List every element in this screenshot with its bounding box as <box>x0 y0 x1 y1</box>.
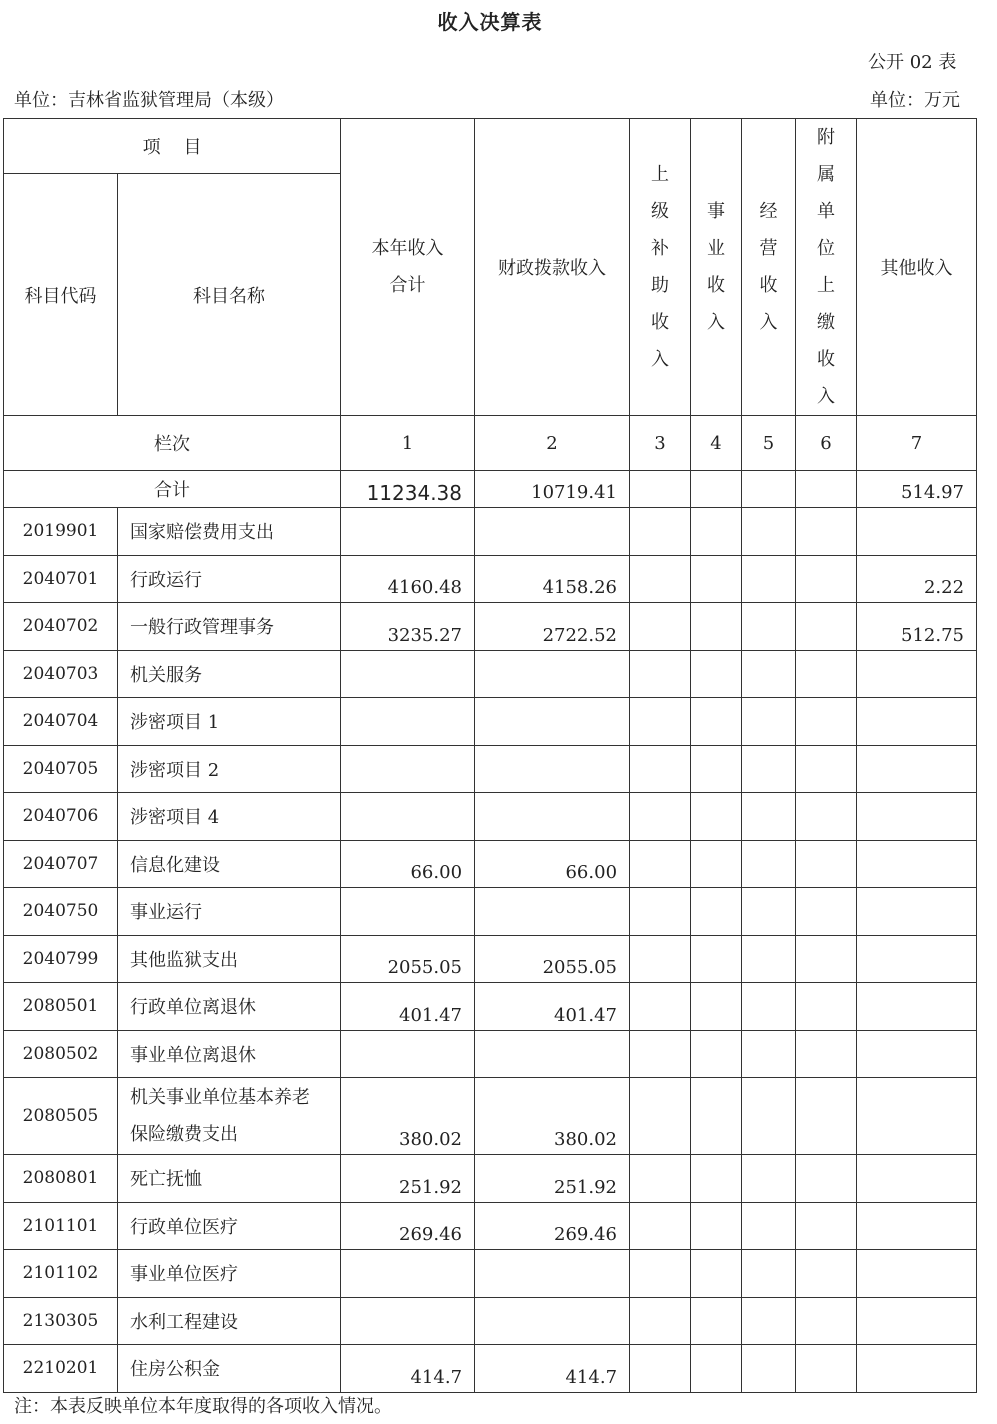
row-superior <box>630 1030 691 1078</box>
row-operating <box>742 508 796 556</box>
row-affiliated <box>796 888 857 936</box>
column-index-label: 栏次 <box>4 416 341 471</box>
table-row <box>4 1297 977 1345</box>
row-superior <box>630 1202 691 1250</box>
row-name: 其他监狱支出 <box>118 935 341 983</box>
income-table <box>3 118 977 1393</box>
row-other: 512.75 <box>857 603 977 651</box>
row-operating <box>742 1155 796 1203</box>
row-total <box>341 1250 475 1298</box>
table-row <box>4 793 977 841</box>
row-business <box>691 888 742 936</box>
column-index: 1 <box>341 416 475 471</box>
row-other <box>857 1297 977 1345</box>
row-fiscal: 251.92 <box>475 1155 630 1203</box>
row-business <box>691 840 742 888</box>
row-total <box>341 888 475 936</box>
column-index: 6 <box>796 416 857 471</box>
row-total <box>341 508 475 556</box>
row-total <box>341 793 475 841</box>
row-fiscal <box>475 650 630 698</box>
header-code: 科目代码 <box>4 174 118 416</box>
row-affiliated <box>796 1250 857 1298</box>
table-row <box>4 840 977 888</box>
row-other <box>857 745 977 793</box>
row-name: 行政单位离退休 <box>118 983 341 1031</box>
row-operating <box>742 745 796 793</box>
row-name: 涉密项目 1 <box>118 698 341 746</box>
row-operating <box>742 840 796 888</box>
table-row <box>4 1202 977 1250</box>
row-total: 3235.27 <box>341 603 475 651</box>
row-superior <box>630 1345 691 1393</box>
row-business <box>691 555 742 603</box>
row-other <box>857 1078 977 1155</box>
row-business <box>691 508 742 556</box>
currency-unit: 单位：万元 <box>870 90 960 111</box>
row-name: 涉密项目 4 <box>118 793 341 841</box>
row-fiscal: 66.00 <box>475 840 630 888</box>
row-total: 66.00 <box>341 840 475 888</box>
row-name: 事业运行 <box>118 888 341 936</box>
row-affiliated <box>796 1345 857 1393</box>
row-fiscal <box>475 888 630 936</box>
row-operating <box>742 1202 796 1250</box>
row-total: 414.7 <box>341 1345 475 1393</box>
row-business <box>691 1202 742 1250</box>
row-operating <box>742 983 796 1031</box>
row-superior <box>630 603 691 651</box>
row-business <box>691 603 742 651</box>
row-business <box>691 935 742 983</box>
row-name: 国家赔偿费用支出 <box>118 508 341 556</box>
table-row <box>4 698 977 746</box>
table-row <box>4 603 977 651</box>
row-operating <box>742 935 796 983</box>
header-fiscal: 财政拨款收入 <box>475 119 630 416</box>
row-total: 401.47 <box>341 983 475 1031</box>
row-business <box>691 650 742 698</box>
table-row <box>4 1030 977 1078</box>
row-other: 2.22 <box>857 555 977 603</box>
row-total <box>341 650 475 698</box>
row-superior <box>630 1297 691 1345</box>
row-superior <box>630 888 691 936</box>
row-code: 2101101 <box>4 1202 118 1250</box>
row-operating <box>742 1078 796 1155</box>
reporting-unit: 单位：吉林省监狱管理局（本级） <box>14 90 284 111</box>
row-fiscal: 414.7 <box>475 1345 630 1393</box>
row-total <box>341 698 475 746</box>
column-index-row <box>4 416 977 471</box>
column-index: 3 <box>630 416 691 471</box>
row-superior <box>630 508 691 556</box>
row-code: 2040706 <box>4 793 118 841</box>
total-fiscal: 10719.41 <box>475 471 630 508</box>
total-operating <box>742 471 796 508</box>
table-row <box>4 1155 977 1203</box>
total-amount: 11234.38 <box>341 471 475 508</box>
row-total: 251.92 <box>341 1155 475 1203</box>
row-affiliated <box>796 840 857 888</box>
row-fiscal: 2055.05 <box>475 935 630 983</box>
row-code: 2040705 <box>4 745 118 793</box>
row-affiliated <box>796 745 857 793</box>
row-fiscal <box>475 1030 630 1078</box>
row-total: 2055.05 <box>341 935 475 983</box>
row-affiliated <box>796 508 857 556</box>
row-affiliated <box>796 698 857 746</box>
total-affiliated <box>796 471 857 508</box>
row-affiliated <box>796 1078 857 1155</box>
row-affiliated <box>796 603 857 651</box>
column-index: 4 <box>691 416 742 471</box>
row-superior <box>630 555 691 603</box>
row-code: 2080502 <box>4 1030 118 1078</box>
row-operating <box>742 1250 796 1298</box>
header-operating: 经 营 收 入 <box>742 119 796 416</box>
row-fiscal <box>475 793 630 841</box>
row-other <box>857 888 977 936</box>
row-name: 机关事业单位基本养老保险缴费支出 <box>118 1078 341 1155</box>
row-total: 380.02 <box>341 1078 475 1155</box>
row-name: 死亡抚恤 <box>118 1155 341 1203</box>
row-operating <box>742 603 796 651</box>
row-superior <box>630 698 691 746</box>
row-fiscal: 2722.52 <box>475 603 630 651</box>
row-code: 2080801 <box>4 1155 118 1203</box>
row-affiliated <box>796 1155 857 1203</box>
row-fiscal <box>475 745 630 793</box>
row-total <box>341 745 475 793</box>
row-superior <box>630 840 691 888</box>
total-business <box>691 471 742 508</box>
row-code: 2040707 <box>4 840 118 888</box>
row-superior <box>630 935 691 983</box>
row-total <box>341 1030 475 1078</box>
form-number: 公开 02 表 <box>868 52 957 73</box>
row-other <box>857 1202 977 1250</box>
page-title: 收入决算表 <box>437 10 543 34</box>
row-business <box>691 1030 742 1078</box>
table-note: 注：本表反映单位本年度取得的各项收入情况。 <box>14 1396 392 1417</box>
row-total: 269.46 <box>341 1202 475 1250</box>
table-row <box>4 935 977 983</box>
row-affiliated <box>796 1030 857 1078</box>
row-name: 行政运行 <box>118 555 341 603</box>
row-business <box>691 1078 742 1155</box>
row-operating <box>742 1030 796 1078</box>
row-name: 事业单位离退休 <box>118 1030 341 1078</box>
row-other <box>857 935 977 983</box>
row-code: 2040750 <box>4 888 118 936</box>
row-other <box>857 650 977 698</box>
table-row <box>4 745 977 793</box>
row-fiscal <box>475 698 630 746</box>
row-superior <box>630 1155 691 1203</box>
row-fiscal: 269.46 <box>475 1202 630 1250</box>
row-other <box>857 508 977 556</box>
column-index: 2 <box>475 416 630 471</box>
row-operating <box>742 1297 796 1345</box>
row-business <box>691 745 742 793</box>
row-total: 4160.48 <box>341 555 475 603</box>
row-operating <box>742 555 796 603</box>
header-total: 本年收入合计 <box>341 119 475 416</box>
row-name: 事业单位医疗 <box>118 1250 341 1298</box>
row-affiliated <box>796 555 857 603</box>
row-code: 2040799 <box>4 935 118 983</box>
row-code: 2019901 <box>4 508 118 556</box>
row-operating <box>742 888 796 936</box>
row-other <box>857 1250 977 1298</box>
header-affiliated: 附 属 单 位 上 缴 收 入 <box>796 119 857 416</box>
row-affiliated <box>796 1297 857 1345</box>
row-fiscal: 401.47 <box>475 983 630 1031</box>
row-code: 2080501 <box>4 983 118 1031</box>
header-superior: 上 级 补 助 收 入 <box>630 119 691 416</box>
row-name: 涉密项目 2 <box>118 745 341 793</box>
row-superior <box>630 793 691 841</box>
row-business <box>691 1155 742 1203</box>
row-other <box>857 1155 977 1203</box>
row-fiscal <box>475 1297 630 1345</box>
row-affiliated <box>796 793 857 841</box>
row-operating <box>742 793 796 841</box>
row-affiliated <box>796 1202 857 1250</box>
row-other <box>857 840 977 888</box>
row-affiliated <box>796 650 857 698</box>
row-fiscal <box>475 1250 630 1298</box>
table-row <box>4 1078 977 1155</box>
row-code: 2040701 <box>4 555 118 603</box>
row-business <box>691 983 742 1031</box>
row-superior <box>630 650 691 698</box>
row-business <box>691 793 742 841</box>
row-code: 2040702 <box>4 603 118 651</box>
row-name: 信息化建设 <box>118 840 341 888</box>
header-project: 项 目 <box>4 119 341 174</box>
row-business <box>691 1250 742 1298</box>
row-fiscal: 4158.26 <box>475 555 630 603</box>
table-row <box>4 888 977 936</box>
row-superior <box>630 745 691 793</box>
table-row <box>4 650 977 698</box>
row-fiscal <box>475 508 630 556</box>
row-business <box>691 1345 742 1393</box>
header-other: 其他收入 <box>857 119 977 416</box>
row-name: 一般行政管理事务 <box>118 603 341 651</box>
row-other <box>857 698 977 746</box>
row-total <box>341 1297 475 1345</box>
row-superior <box>630 983 691 1031</box>
row-other <box>857 793 977 841</box>
column-index: 7 <box>857 416 977 471</box>
row-business <box>691 698 742 746</box>
row-name: 机关服务 <box>118 650 341 698</box>
row-name: 住房公积金 <box>118 1345 341 1393</box>
table-row <box>4 1250 977 1298</box>
row-other <box>857 1345 977 1393</box>
row-affiliated <box>796 935 857 983</box>
header-business: 事 业 收 入 <box>691 119 742 416</box>
row-code: 2210201 <box>4 1345 118 1393</box>
total-other: 514.97 <box>857 471 977 508</box>
header-name: 科目名称 <box>118 174 341 416</box>
row-other <box>857 983 977 1031</box>
row-code: 2040703 <box>4 650 118 698</box>
row-affiliated <box>796 983 857 1031</box>
row-fiscal: 380.02 <box>475 1078 630 1155</box>
table-row <box>4 983 977 1031</box>
row-other <box>857 1030 977 1078</box>
row-operating <box>742 650 796 698</box>
row-code: 2040704 <box>4 698 118 746</box>
table-row <box>4 1345 977 1393</box>
column-index: 5 <box>742 416 796 471</box>
row-superior <box>630 1078 691 1155</box>
row-name: 行政单位医疗 <box>118 1202 341 1250</box>
row-code: 2080505 <box>4 1078 118 1155</box>
row-operating <box>742 698 796 746</box>
row-name: 水利工程建设 <box>118 1297 341 1345</box>
row-business <box>691 1297 742 1345</box>
total-superior <box>630 471 691 508</box>
table-row <box>4 508 977 556</box>
row-code: 2101102 <box>4 1250 118 1298</box>
table-row <box>4 555 977 603</box>
row-operating <box>742 1345 796 1393</box>
row-superior <box>630 1250 691 1298</box>
total-label: 合计 <box>4 471 341 508</box>
row-code: 2130305 <box>4 1297 118 1345</box>
total-row <box>4 471 977 508</box>
